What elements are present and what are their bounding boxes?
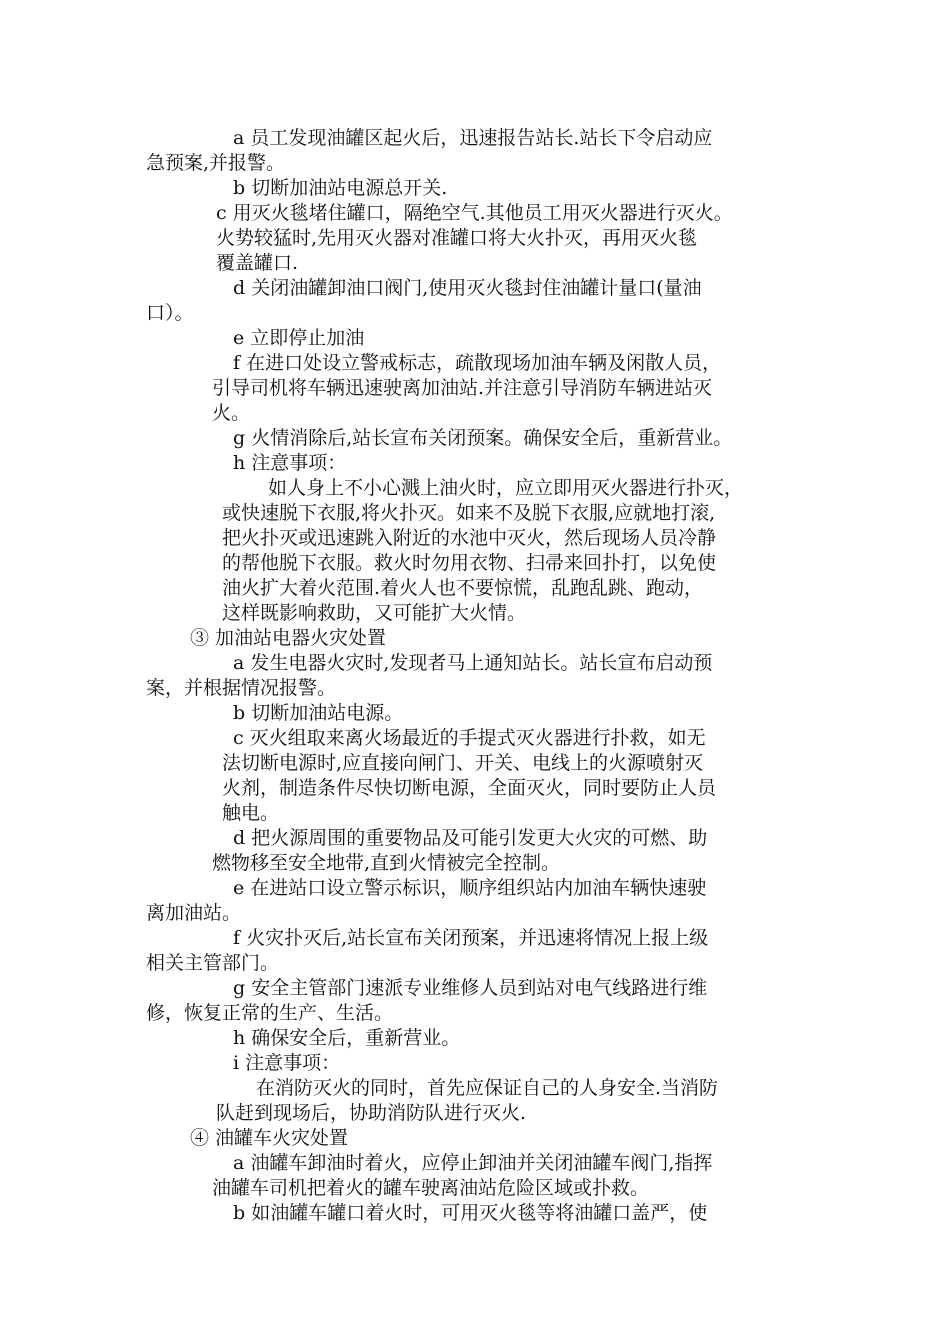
- text-line: 触电。: [222, 802, 280, 824]
- text-line: 如人身上不小心溅上油火时，应立即用灭火器进行扑灭，: [268, 477, 744, 499]
- text-line: 修，恢复正常的生产、生活。: [146, 1002, 394, 1024]
- text-line: b 切断加油站电源。: [233, 702, 404, 724]
- text-line: e 在进站口设立警示标识，顺序组织站内加油车辆快速驶: [233, 877, 707, 899]
- text-line: 火剂，制造条件尽快切断电源，全面灭火，同时要防止人员: [222, 777, 717, 799]
- text-line: 离加油站。: [146, 902, 242, 924]
- text-line: h 注意事项：: [233, 452, 347, 474]
- text-line: c 用灭火毯堵住罐口，隔绝空气.其他员工用灭火器进行灭火。: [216, 202, 733, 224]
- text-line: 口）。: [146, 302, 194, 324]
- text-line: 或快速脱下衣服,将火扑灭。如来不及脱下衣服,应就地打滚,: [222, 502, 716, 524]
- text-line: g 安全主管部门速派专业维修人员到站对电气线路进行维: [233, 977, 708, 999]
- text-line: 的帮他脱下衣服。救火时勿用衣物、扫帚来回扑打，以免使: [222, 552, 717, 574]
- section-heading: ③ 加油站电器火灾处置: [190, 627, 387, 649]
- text-line: 油火扩大着火范围.着火人也不要惊慌，乱跑乱跳、跑动，: [222, 577, 704, 599]
- text-line: g 火情消除后,站长宣布关闭预案。确保安全后，重新营业。: [233, 427, 733, 449]
- text-line: 把火扑灭或迅速跳入附近的水池中灭火，然后现场人员冷静: [222, 527, 717, 549]
- text-line: d 关闭油罐卸油口阀门,使用灭火毯封住油罐计量口(量油: [233, 277, 702, 299]
- text-line: 急预案,并报警。: [146, 152, 286, 174]
- text-line: b 如油罐车罐口着火时，可用灭火毯等将油罐口盖严，使: [233, 1202, 708, 1224]
- text-line: b 切断加油站电源总开关.: [233, 177, 448, 199]
- text-line: a 油罐车卸油时着火，应停止卸油并关闭油罐车阀门,指挥: [233, 1152, 713, 1174]
- text-line: e 立即停止加油: [233, 327, 365, 349]
- text-line: f 在进口处设立警戒标志，疏散现场加油车辆及闲散人员，: [233, 352, 722, 374]
- text-line: 覆盖罐口.: [216, 252, 299, 274]
- text-line: 引导司机将车辆迅速驶离加油站.并注意引导消防车辆进站灭: [212, 377, 713, 399]
- text-line: 这样既影响救助，又可能扩大火情。: [222, 602, 527, 624]
- text-line: 在消防灭火的同时，首先应保证自己的人身安全.当消防: [256, 1077, 719, 1099]
- text-line: 法切断电源时,应直接向闸门、开关、电线上的火源喷射灭: [222, 752, 704, 774]
- text-line: a 员工发现油罐区起火后，迅速报告站长.站长下令启动应: [233, 127, 713, 149]
- text-line: 相关主管部门。: [146, 952, 280, 974]
- text-line: c 灭火组取来离火场最近的手提式灭火器进行扑救，如无: [233, 727, 706, 749]
- text-line: 火势较猛时,先用灭火器对准罐口将大火扑灭，再用灭火毯: [216, 227, 698, 249]
- section-heading: ④ 油罐车火灾处置: [190, 1127, 349, 1149]
- text-line: 队赶到现场后，协助消防队进行灭火.: [216, 1102, 527, 1124]
- text-line: 火。: [212, 402, 251, 424]
- text-line: 案，并根据情况报警。: [146, 677, 337, 699]
- text-line: f 火灾扑灭后,站长宣布关闭预案，并迅速将情况上报上级: [233, 927, 709, 949]
- text-line: h 确保安全后，重新营业。: [233, 1027, 461, 1049]
- text-line: a 发生电器火灾时,发现者马上通知站长。站长宣布启动预: [233, 652, 713, 674]
- text-line: 燃物移至安全地带,直到火情被完全控制。: [212, 852, 561, 874]
- text-line: 油罐车司机把着火的罐车驶离油站危险区域或扑救。: [212, 1177, 650, 1199]
- text-line: i 注意事项：: [233, 1052, 341, 1074]
- text-line: d 把火源周围的重要物品及可能引发更大火灾的可燃、助: [233, 827, 708, 849]
